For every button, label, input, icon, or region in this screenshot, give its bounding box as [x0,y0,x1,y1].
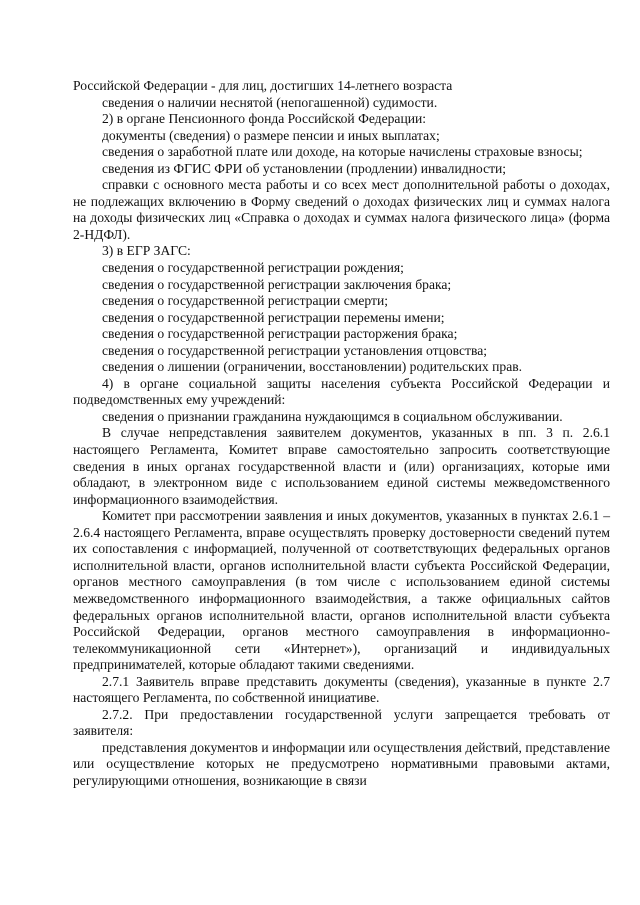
paragraph: сведения о государственной регистрации перемены имени; [102,309,445,325]
paragraph: сведения о государственной регистрации рождения; [102,260,404,276]
paragraph: Комитет при рассмотрении заявления и иных документов, указанных в пунктах 2.6.1 – 2.6.4 настоящего Регламента, вправе осуществлять проверку достоверности сведений путем их сопоставления с информацией, полученной от соответствующих федеральных органов исполнительной власти, органов исполнительной власти субъекта Российской Федерации, органов местного самоуправления (в том числе с использованием единой системы межведомственного информационного взаимодействия, а также официальных сайтов федеральных органов исполнительной власти, органов исполнительной власти субъекта Российской Федерации, органов местного самоуправления в информационно-телекоммуникационной сети «Интернет»), организаций и индивидуальных предпринимателей, которые обладают такими сведениями. [73,508,610,673]
paragraph: В случае непредставления заявителем документов, указанных в пп. 3 п. 2.6.1 настоящего Регламента, Комитет вправе самостоятельно запросить соответствующие сведения в иных органах государственной власти и (или) организациях, которые ими обладают, в электронном виде с использованием единой системы межведомственного информационного взаимодействия. [73,425,610,507]
paragraph: сведения о лишении (ограничении, восстановлении) родительских прав. [102,359,523,375]
paragraph: 2.7.2. При предоставлении государственной услуги запрещается требовать от заявителя: [73,706,610,739]
document-body [73,78,610,790]
paragraph: Российской Федерации - для лиц, достигших 14-летнего возраста [73,78,453,93]
paragraph: справки с основного места работы и со всех мест дополнительной работы о доходах, не подлежащих включению в Форму сведений о доходах физических лиц и суммах налога на доходы физических лиц «Справка о доходах и суммах налога физического лица» (форма 2-НДФЛ). [73,177,610,242]
paragraph: 3) в ЕГР ЗАГС: [102,243,191,259]
paragraph: 4) в органе социальной защиты населения субъекта Российской Федерации и подведомственных ему учреждений: [73,375,610,408]
paragraph: сведения о заработной плате или доходе, на которые начислены страховые взносы; [102,144,583,160]
paragraph: документы (сведения) о размере пенсии и иных выплатах; [102,127,440,143]
paragraph: 2.7.1 Заявитель вправе представить документы (сведения), указанные в пункте 2.7 настоящего Регламента, по собственной инициативе. [73,673,610,706]
paragraph: сведения о государственной регистрации смерти; [102,293,389,309]
paragraph: сведения о государственной регистрации расторжения брака; [102,326,458,342]
paragraph: сведения из ФГИС ФРИ об установлении (продлении) инвалидности; [102,160,507,176]
paragraph: сведения о наличии неснятой (непогашенной) судимости. [102,94,438,110]
paragraph: 2) в органе Пенсионного фонда Российской Федерации: [102,111,427,127]
paragraph: сведения о признании гражданина нуждающимся в социальном обслуживании. [102,408,563,424]
paragraph: представления документов и информации или осуществления действий, представление или осуществление которых не предусмотрено нормативными правовыми актами, регулирующими отношения, возникающие в связи [73,739,610,788]
paragraph: сведения о государственной регистрации заключения брака; [102,276,452,292]
paragraph: сведения о государственной регистрации установления отцовства; [102,342,488,358]
